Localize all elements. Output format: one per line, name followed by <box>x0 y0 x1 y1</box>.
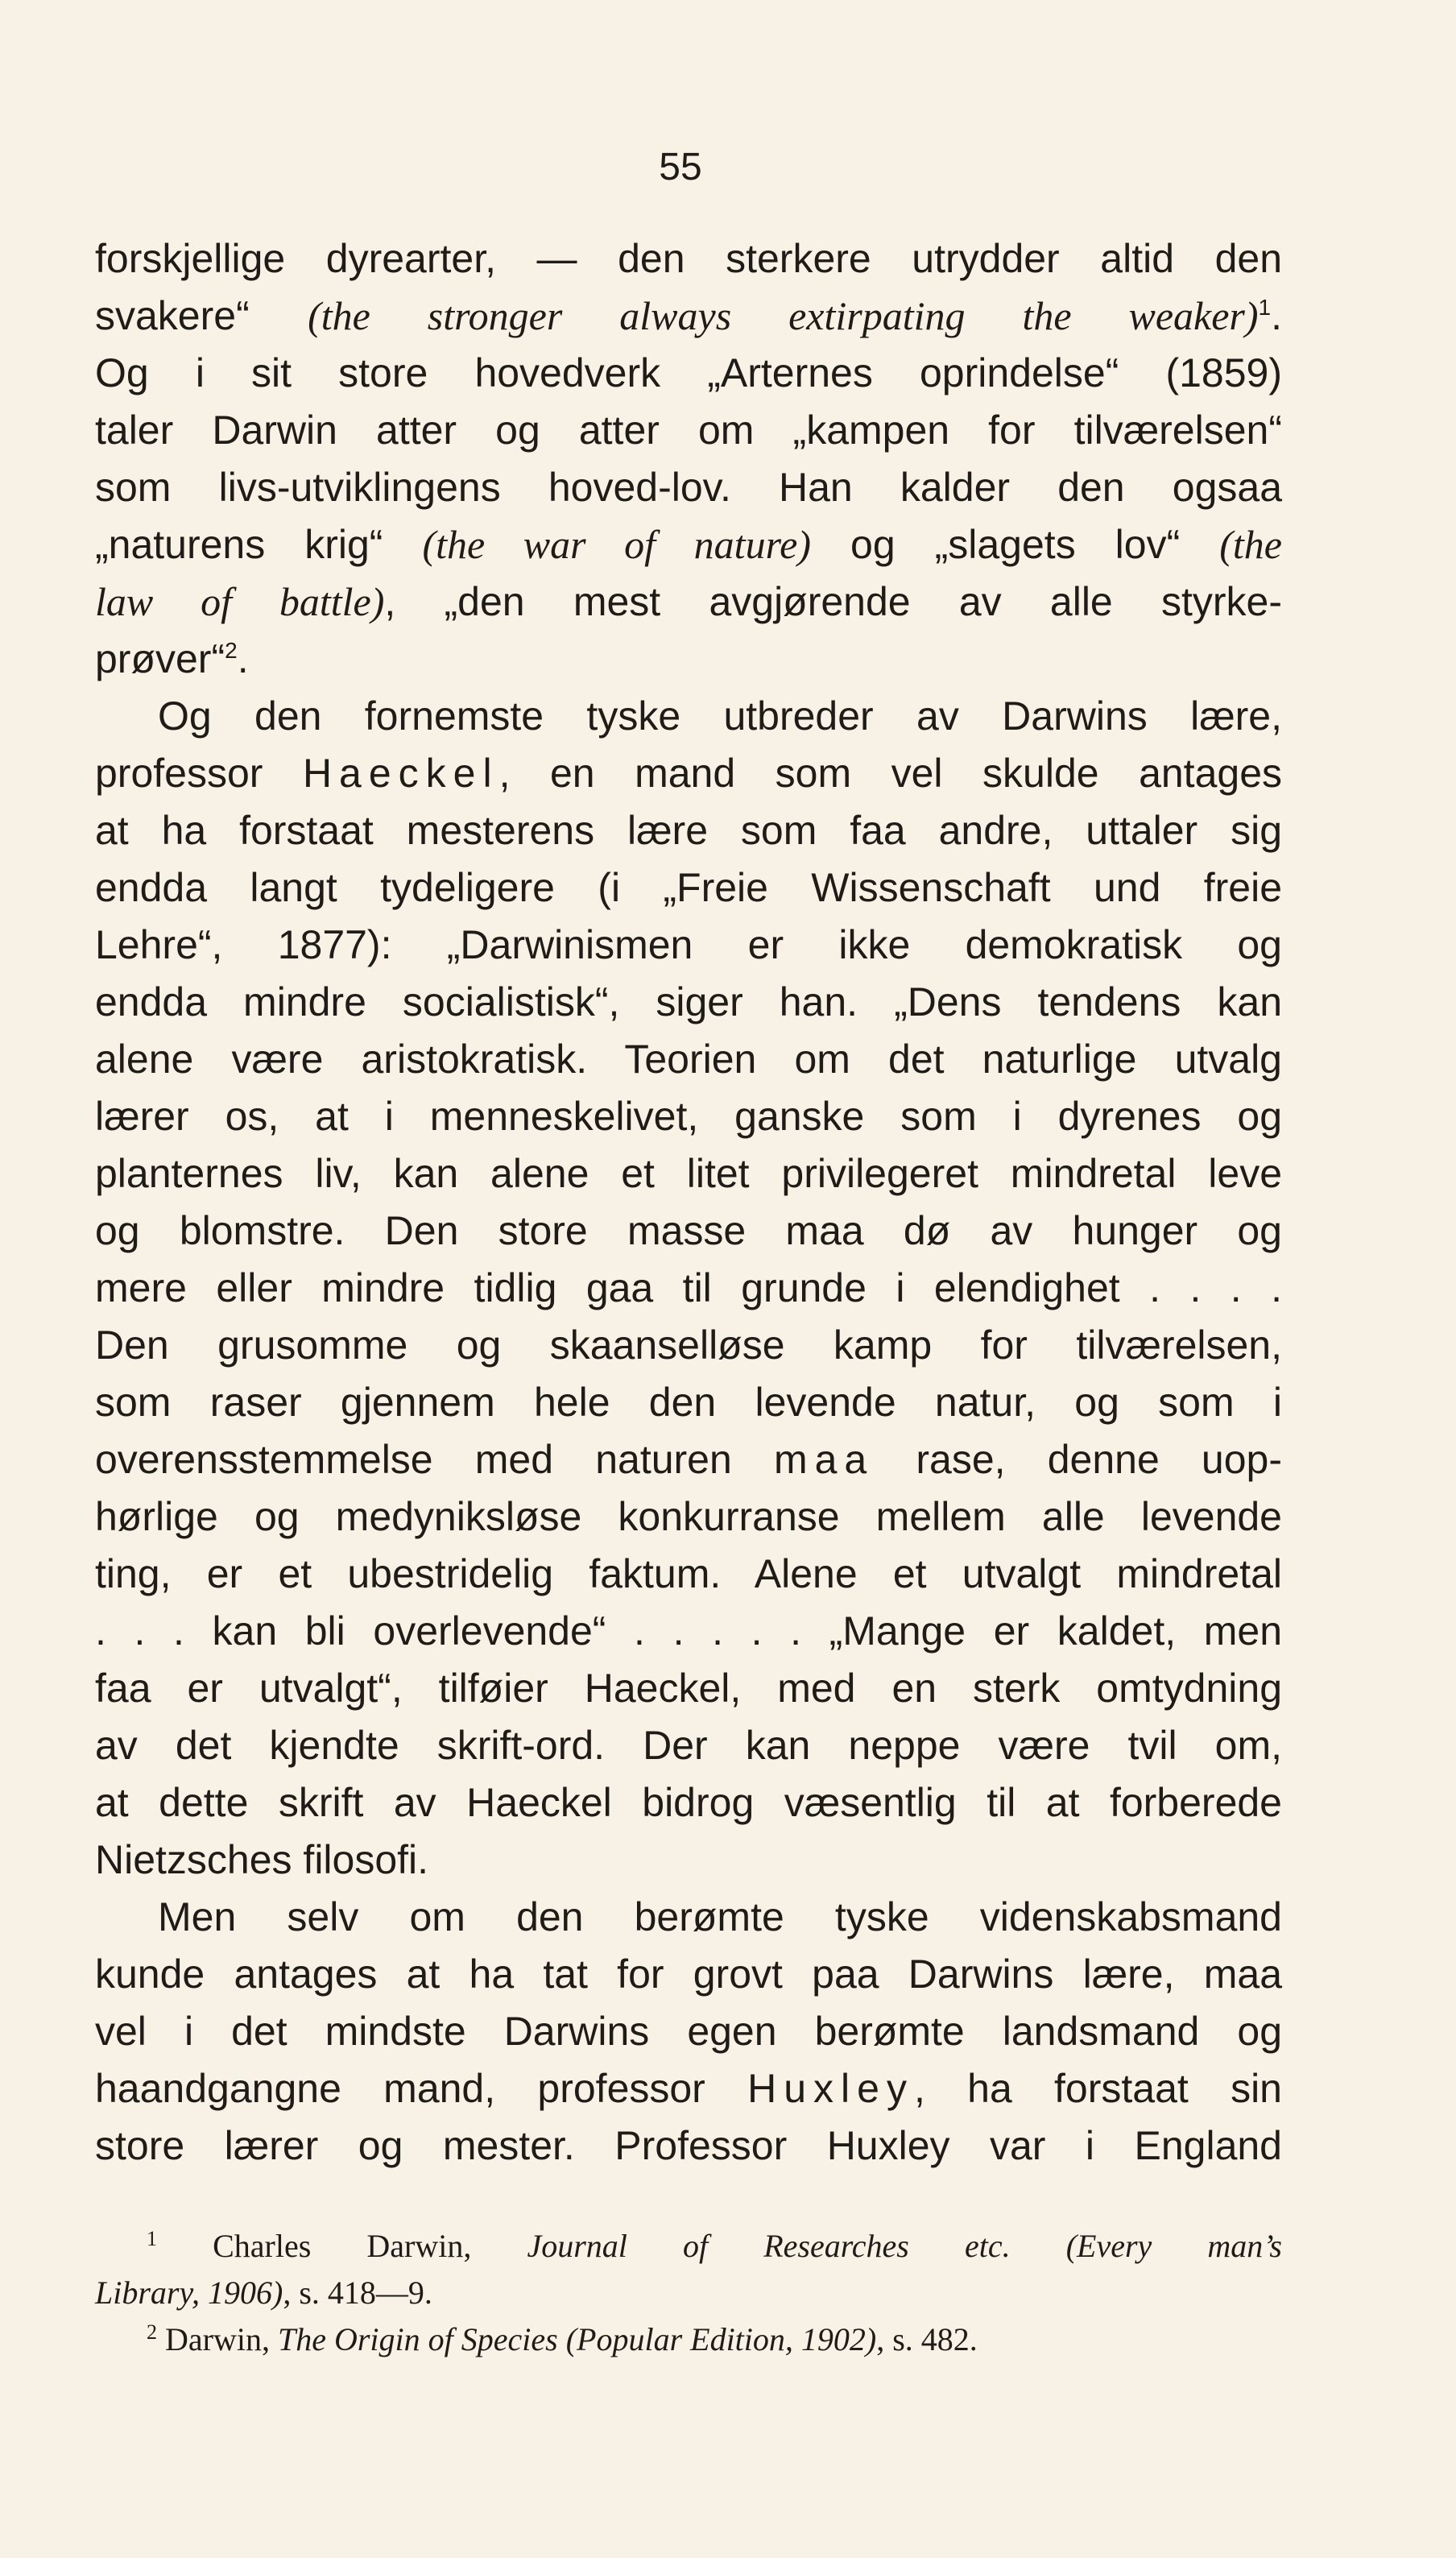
text-line: haandgangne mand, professor Huxley, ha forstaat sin <box>95 2066 1282 2111</box>
text-line: av det kjendte skrift-ord. Der kan neppe være tvil om, <box>95 1723 1282 1768</box>
text-line: endda mindre socialistisk“, siger han. „Dens tendens kan <box>95 979 1282 1024</box>
text-line: hørlige og medyniksløse konkurranse mellem alle levende <box>95 1494 1282 1539</box>
spaced-name: Haeckel <box>302 751 499 796</box>
footnote-mark: 2 <box>147 2320 157 2344</box>
text-line: overensstemmelse med naturen maa rase, denne uop- <box>95 1437 1282 1482</box>
text-line: ting, er et ubestridelig faktum. Alene et utvalgt mindretal <box>95 1551 1282 1596</box>
text-line: Nietzsches filosofi. <box>95 1837 429 1882</box>
text-line: law of battle), „den mest avgjørende av alle styrke- <box>95 579 1282 624</box>
italic-quote: (the war of nature) <box>422 522 812 567</box>
text-line: Og den fornemste tyske utbreder av Darwins lære, <box>158 693 1282 739</box>
text-line: Men selv om den berømte tyske videnskabsmand <box>158 1894 1282 1939</box>
text-line: vel i det mindste Darwins egen berømte landsmand og <box>95 2009 1282 2054</box>
text-line: planternes liv, kan alene et litet privilegeret mindretal leve <box>95 1151 1282 1196</box>
text-line: Lehre“, 1877): „Darwinismen er ikke demokratisk og <box>95 922 1282 967</box>
italic-quote: (the <box>1219 522 1282 567</box>
text-line: alene være aristokratisk. Teorien om det naturlige utvalg <box>95 1037 1282 1082</box>
text-line: at ha forstaat mesterens lære som faa andre, uttaler sig <box>95 808 1282 853</box>
footnote-title: Journal of Researches etc. (Every man’s <box>527 2228 1282 2264</box>
footnote-ref: 2 <box>225 638 238 663</box>
text-line: svakere“ (the stronger always extirpating the weaker)$^1$. <box>95 293 1282 338</box>
text-line: „naturens krig“ (the war of nature) og „slagets lov“ (the <box>95 522 1282 567</box>
text-line: prøver“$^2$. <box>95 636 249 681</box>
footnote-1: $^1$ Charles Darwin, Journal of Researches etc. (Every man’s <box>147 2227 1282 2264</box>
footnotes <box>95 2223 1282 2363</box>
text-line: lærer os, at i menneskelivet, ganske som i dyrenes og <box>95 1094 1282 1139</box>
footnote-2: $^2$ Darwin, The Origin of Species (Popular Edition, 1902), s. 482. <box>147 2320 978 2357</box>
text-line: mere eller mindre tidlig gaa til grunde i elendighet . . . . <box>95 1265 1282 1310</box>
text-line: og blomstre. Den store masse maa dø av hunger og <box>95 1208 1282 1253</box>
text-line: professor Haeckel, en mand som vel skulde antages <box>95 751 1282 796</box>
italic-quote: (the stronger always extirpating the weaker) <box>308 293 1259 338</box>
page-number: 55 <box>659 146 702 188</box>
spaced-name: Huxley <box>747 2066 914 2111</box>
text-line: store lærer og mester. Professor Huxley var i England <box>95 2123 1282 2168</box>
text-line: endda langt tydeligere (i „Freie Wissenschaft und freie <box>95 865 1282 910</box>
text-line: taler Darwin atter og atter om „kampen for tilværelsen“ <box>95 408 1282 453</box>
footnote-mark: 1 <box>147 2227 157 2250</box>
spaced-word: maa <box>773 1437 875 1482</box>
text-line: faa er utvalgt“, tilføier Haeckel, med en sterk omtydning <box>95 1666 1282 1711</box>
italic-quote: law of battle) <box>95 579 385 624</box>
footnote-title: Library, 1906) <box>95 2274 283 2311</box>
text-line: kunde antages at ha tat for grovt paa Darwins lære, maa <box>95 1952 1282 1997</box>
text-line: Og i sit store hovedverk „Arternes oprindelse“ (1859) <box>95 350 1282 395</box>
text-line: forskjellige dyrearter, — den sterkere utrydder altid den <box>95 236 1282 281</box>
footnote-1-cont: Library, 1906), s. 418—9. <box>95 2274 432 2311</box>
body-text <box>95 230 1282 2175</box>
text-line: at dette skrift av Haeckel bidrog væsentlig til at forberede <box>95 1780 1282 1825</box>
footnote-title: The Origin of Species (Popular Edition, 1902) <box>277 2321 877 2357</box>
text-line: Den grusomme og skaanselløse kamp for tilværelsen, <box>95 1322 1282 1368</box>
text-line: som raser gjennem hele den levende natur, og som i <box>95 1380 1282 1425</box>
footnote-ref: 1 <box>1258 295 1272 320</box>
text-line: som livs-utviklingens hoved-lov. Han kalder den ogsaa <box>95 465 1282 510</box>
text-line: . . . kan bli overlevende“ . . . . . „Mange er kaldet, men <box>95 1608 1282 1654</box>
